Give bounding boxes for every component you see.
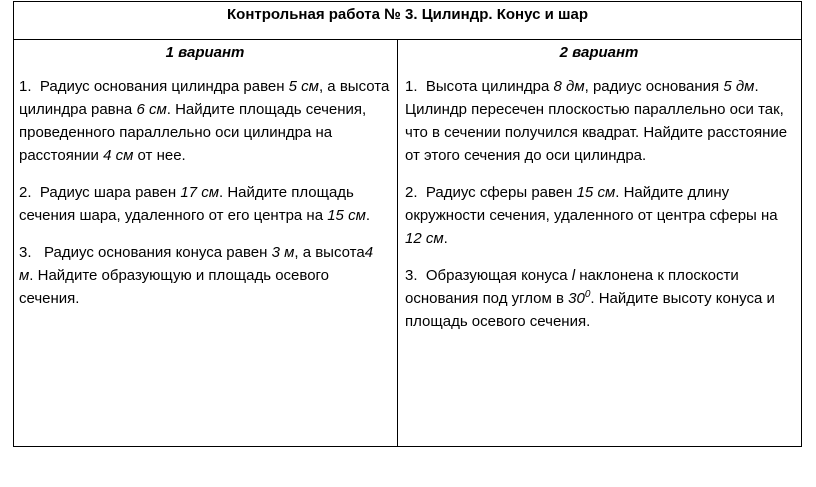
variant-1-task-1 [19,75,391,167]
task-value: 5 дм [723,78,755,95]
task-text: Радиус сферы равен [425,184,577,201]
task-text: от нее. [133,147,186,164]
task-text: Радиус шара равен [39,184,181,201]
variant-1-task-2 [19,181,391,227]
task-value: 12 см [405,230,444,247]
task-text: Образующая конуса [425,267,572,284]
task-value: 30 [568,290,585,307]
task-text: Радиус основания цилиндра равен [39,78,289,95]
variant-2-task-3 [405,264,793,333]
assignment-table [13,1,802,447]
task-text: Радиус основания конуса равен [44,244,272,261]
task-value: 15 см [327,207,366,224]
variant-2-column [405,40,793,333]
task-number: 1. [405,78,418,95]
task-value: 4 м [19,244,374,284]
title-row [14,2,801,40]
task-number: 3. [405,267,418,284]
task-text: . Найдите площадь сечения шара, удаленного от его центра на [19,184,354,224]
column-divider [397,40,398,446]
task-value: 5 см [288,78,319,95]
degree-superscript: 0 [584,289,591,300]
task-text: наклонена к плоскости основания под углом в [405,267,739,307]
variant-1-heading: 1 вариант [165,44,245,61]
task-text: , а высота [294,244,365,261]
task-number: 2. [405,184,418,201]
task-value: 4 см [103,147,134,164]
task-text: , а высота цилиндра равна [19,78,390,118]
page-title: Контрольная работа № 3. Цилиндр. Конус и шар [227,6,588,23]
variant-2-task-1 [405,75,793,167]
task-value: 15 см [576,184,616,201]
task-text: . Найдите высоту конуса и площадь осевого сечения. [405,290,775,330]
task-text: . Цилиндр пересечен плоскостью параллельно оси так, что в сечении получился квадрат. Найдите расстояние от этого сечения до оси цилиндра. [405,78,788,164]
task-text: . Найдите длину окружности сечения, удаленного от центра сферы на [405,184,778,224]
task-text: Высота цилиндра [425,78,554,95]
variant-2-heading: 2 вариант [559,44,639,61]
variant-2-task-2 [405,181,793,250]
task-value: l [571,267,576,284]
task-text: , радиус основания [584,78,724,95]
task-number: 3. [19,244,32,261]
task-value: 3 м [271,244,295,261]
task-text: . Найдите площадь сечения, проведенного параллельно оси цилиндра на расстоянии [19,101,367,164]
task-value: 6 см [136,101,167,118]
task-text: . [443,230,448,247]
task-number: 2. [19,184,32,201]
task-value: 8 дм [553,78,585,95]
task-number: 1. [19,78,32,95]
task-value: 17 см [180,184,219,201]
task-text: . Найдите образующую и площадь осевого сечения. [19,267,330,307]
variant-1-column [19,40,391,310]
task-text: . [365,207,371,224]
variant-1-task-3 [19,241,391,310]
